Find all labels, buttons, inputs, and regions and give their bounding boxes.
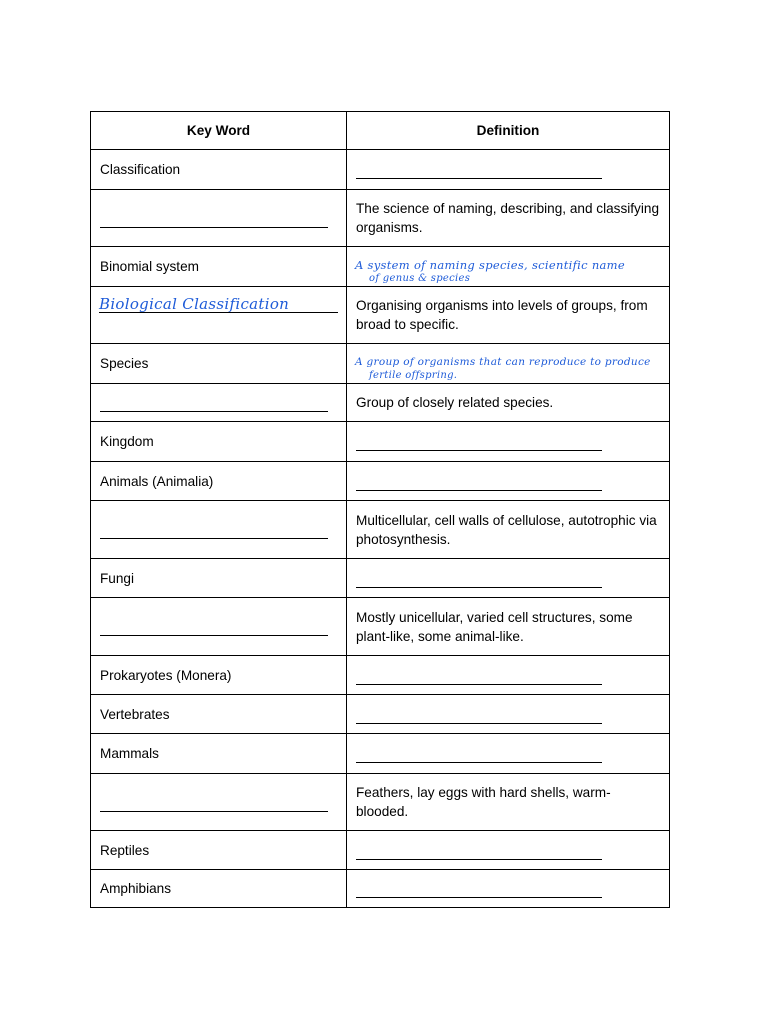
handwritten-answer: Biological Classification	[99, 295, 290, 313]
definition-blank[interactable]	[347, 150, 670, 190]
term-cell: Animals (Animalia)	[91, 462, 347, 501]
answer-line	[100, 799, 328, 812]
term-blank[interactable]	[91, 598, 347, 656]
answer-line	[356, 478, 602, 491]
definition-cell: Group of closely related species.	[347, 384, 670, 422]
answer-line	[356, 672, 602, 685]
definition-cell: Organising organisms into levels of groups, from broad to specific.	[347, 287, 670, 344]
answer-line	[356, 438, 602, 451]
keyword-table	[90, 111, 670, 908]
answer-line	[99, 312, 338, 313]
definition-handwritten-cell[interactable]	[347, 344, 670, 384]
answer-line	[100, 399, 328, 412]
definition-blank[interactable]	[347, 831, 670, 870]
term-blank[interactable]	[91, 190, 347, 247]
table-row	[91, 384, 670, 422]
table-row	[91, 422, 670, 462]
answer-line	[100, 623, 328, 636]
table-row	[91, 501, 670, 559]
term-cell: Mammals	[91, 734, 347, 774]
definition-blank[interactable]	[347, 734, 670, 774]
table-row	[91, 774, 670, 831]
table-row	[91, 150, 670, 190]
handwritten-answer: of genus & species	[369, 273, 471, 284]
definition-cell: Feathers, lay eggs with hard shells, warm-blooded.	[347, 774, 670, 831]
definition-blank[interactable]	[347, 695, 670, 734]
header-definition: Definition	[347, 112, 670, 150]
term-blank[interactable]	[91, 384, 347, 422]
answer-line	[356, 885, 602, 898]
term-handwritten-cell[interactable]	[91, 287, 347, 344]
definition-cell: Mostly unicellular, varied cell structures, some plant-like, some animal-like.	[347, 598, 670, 656]
answer-line	[356, 750, 602, 763]
handwritten-answer: A group of organisms that can reproduce to produce	[355, 356, 651, 368]
table-row	[91, 734, 670, 774]
definition-cell: Multicellular, cell walls of cellulose, autotrophic via photosynthesis.	[347, 501, 670, 559]
handwritten-answer: fertile offspring.	[369, 370, 458, 381]
definition-blank[interactable]	[347, 559, 670, 598]
table-row	[91, 559, 670, 598]
term-cell: Amphibians	[91, 870, 347, 908]
table-row	[91, 344, 670, 384]
definition-blank[interactable]	[347, 422, 670, 462]
answer-line	[356, 575, 602, 588]
answer-line	[100, 526, 328, 539]
definition-cell: The science of naming, describing, and classifying organisms.	[347, 190, 670, 247]
answer-line	[356, 711, 602, 724]
header-key-word: Key Word	[91, 112, 347, 150]
definition-blank[interactable]	[347, 870, 670, 908]
term-cell: Kingdom	[91, 422, 347, 462]
table-row	[91, 656, 670, 695]
definition-handwritten-cell[interactable]	[347, 247, 670, 287]
term-blank[interactable]	[91, 774, 347, 831]
handwritten-answer: A system of naming species, scientific name	[355, 258, 625, 272]
table-row	[91, 247, 670, 287]
answer-line	[100, 215, 328, 228]
table-row	[91, 287, 670, 344]
table-row	[91, 870, 670, 908]
definition-blank[interactable]	[347, 656, 670, 695]
answer-line	[356, 847, 602, 860]
term-cell: Prokaryotes (Monera)	[91, 656, 347, 695]
term-cell: Fungi	[91, 559, 347, 598]
table-row	[91, 462, 670, 501]
term-cell: Vertebrates	[91, 695, 347, 734]
definition-blank[interactable]	[347, 462, 670, 501]
table-header-row	[91, 112, 670, 150]
table-row	[91, 598, 670, 656]
answer-line	[356, 166, 602, 179]
term-cell: Species	[91, 344, 347, 384]
table-row	[91, 695, 670, 734]
term-blank[interactable]	[91, 501, 347, 559]
term-cell: Classification	[91, 150, 347, 190]
table-row	[91, 190, 670, 247]
term-cell: Reptiles	[91, 831, 347, 870]
table-row	[91, 831, 670, 870]
term-cell: Binomial system	[91, 247, 347, 287]
